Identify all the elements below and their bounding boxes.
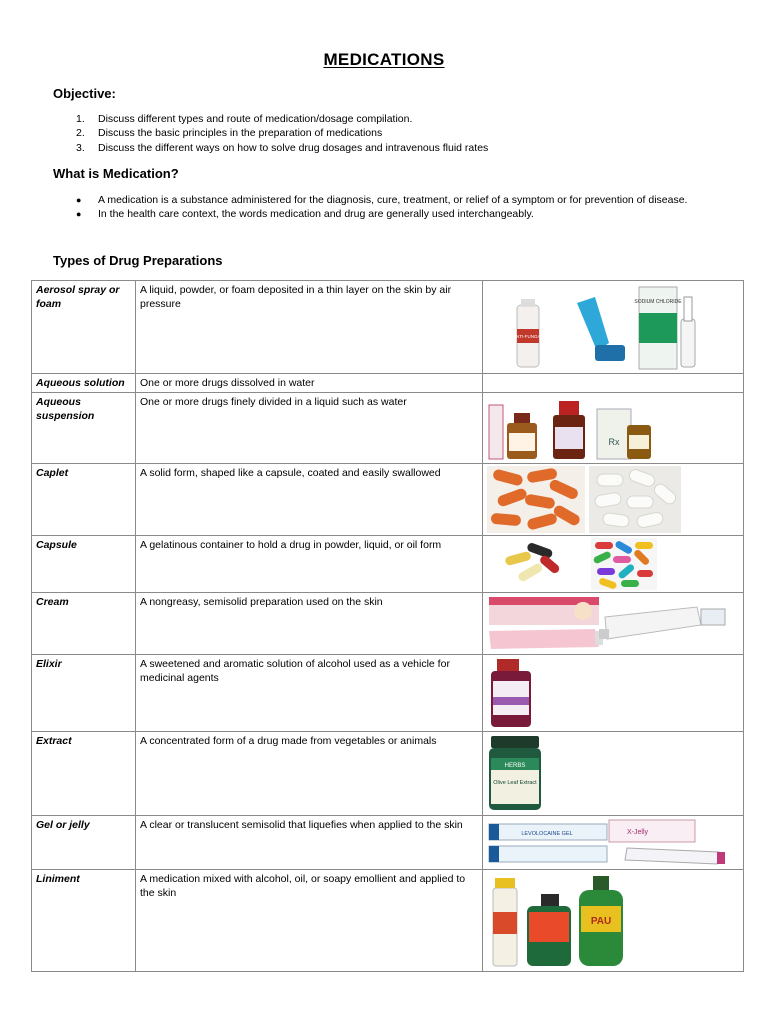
table-row xyxy=(32,655,744,732)
elixir-bottle-image xyxy=(487,657,735,729)
image-cell xyxy=(483,816,744,870)
what-is-heading: What is Medication? xyxy=(53,166,179,181)
term-cell: Capsule xyxy=(32,536,136,593)
list-item: 2. Discuss the basic principles in the preparation of medications xyxy=(76,127,383,140)
table-row xyxy=(32,464,744,536)
term-cell: Aqueous solution xyxy=(32,374,136,393)
list-item: 1. Discuss different types and route of medication/dosage compilation. xyxy=(76,113,413,125)
caplets-image xyxy=(487,466,735,533)
svg-text:X-Jelly: X-Jelly xyxy=(627,829,649,836)
term-cell: Gel or jelly xyxy=(32,816,136,870)
image-cell xyxy=(483,870,744,972)
cream-tubes-image xyxy=(487,595,735,652)
desc-cell: One or more drugs dissolved in water xyxy=(136,374,483,393)
desc-cell: A solid form, shaped like a capsule, coated and easily swallowed xyxy=(136,464,483,536)
term-cell: Elixir xyxy=(32,655,136,732)
image-cell xyxy=(483,281,744,374)
term-cell: Aqueous suspension xyxy=(32,393,136,464)
desc-cell: One or more drugs finely divided in a liquid such as water xyxy=(136,393,483,464)
types-heading: Types of Drug Preparations xyxy=(53,253,223,268)
term-cell: Caplet xyxy=(32,464,136,536)
desc-cell: A nongreasy, semisolid preparation used on the skin xyxy=(136,593,483,655)
table-row xyxy=(32,536,744,593)
image-cell xyxy=(483,593,744,655)
image-cell xyxy=(483,732,744,816)
liniment-bottles-image xyxy=(487,872,735,969)
list-item: ● In the health care context, the words medication and drug are generally used interchangeably. xyxy=(76,208,534,220)
suspension-bottles-image xyxy=(487,395,735,461)
term-cell: Extract xyxy=(32,732,136,816)
term-cell: Liniment xyxy=(32,870,136,972)
objective-heading: Objective: xyxy=(53,86,116,101)
desc-cell: A liquid, powder, or foam deposited in a thin layer on the skin by air pressure xyxy=(136,281,483,374)
desc-cell: A gelatinous container to hold a drug in powder, liquid, or oil form xyxy=(136,536,483,593)
desc-cell: A medication mixed with alcohol, oil, or soapy emollient and applied to the skin xyxy=(136,870,483,972)
svg-text:PAU: PAU xyxy=(590,916,612,927)
image-cell xyxy=(483,655,744,732)
list-item: ● A medication is a substance administered for the diagnosis, cure, treatment, or relief of a symptom or for prevention of disease. xyxy=(76,194,688,206)
term-cell: Aerosol spray or foam xyxy=(32,281,136,374)
image-cell xyxy=(483,393,744,464)
svg-text:Rx: Rx xyxy=(608,437,620,447)
table-row xyxy=(32,393,744,464)
term-cell: Cream xyxy=(32,593,136,655)
objective-list xyxy=(76,112,488,155)
svg-text:SODIUM CHLORIDE: SODIUM CHLORIDE xyxy=(634,299,682,305)
capsules-image xyxy=(487,538,735,590)
list-item: 3. Discuss the different ways on how to solve drug dosages and intravenous fluid rates xyxy=(76,141,489,154)
image-cell xyxy=(483,374,744,393)
aerosol-products-image xyxy=(487,283,735,371)
drug-preparations-table xyxy=(31,280,744,972)
desc-cell: A clear or translucent semisolid that liquefies when applied to the skin xyxy=(136,816,483,870)
image-cell xyxy=(483,464,744,536)
desc-cell: A sweetened and aromatic solution of alcohol used as a vehicle for medicinal agents xyxy=(136,655,483,732)
table-row xyxy=(32,870,744,972)
gel-tubes-image xyxy=(487,818,735,867)
image-cell xyxy=(483,536,744,593)
desc-cell: A concentrated form of a drug made from vegetables or animals xyxy=(136,732,483,816)
table-row xyxy=(32,816,744,870)
what-is-list xyxy=(76,193,716,221)
svg-text:ANTI-FUNGAL: ANTI-FUNGAL xyxy=(512,334,544,339)
svg-text:Olive Leaf Extract: Olive Leaf Extract xyxy=(493,780,537,786)
extract-bottle-image xyxy=(487,734,735,813)
svg-text:HERBS: HERBS xyxy=(504,763,526,769)
table-row xyxy=(32,593,744,655)
table-row xyxy=(32,374,744,393)
svg-text:LEVOLOCAINE GEL: LEVOLOCAINE GEL xyxy=(521,831,573,837)
table-row xyxy=(32,281,744,374)
table-row xyxy=(32,732,744,816)
page-title: MEDICATIONS xyxy=(323,50,445,69)
